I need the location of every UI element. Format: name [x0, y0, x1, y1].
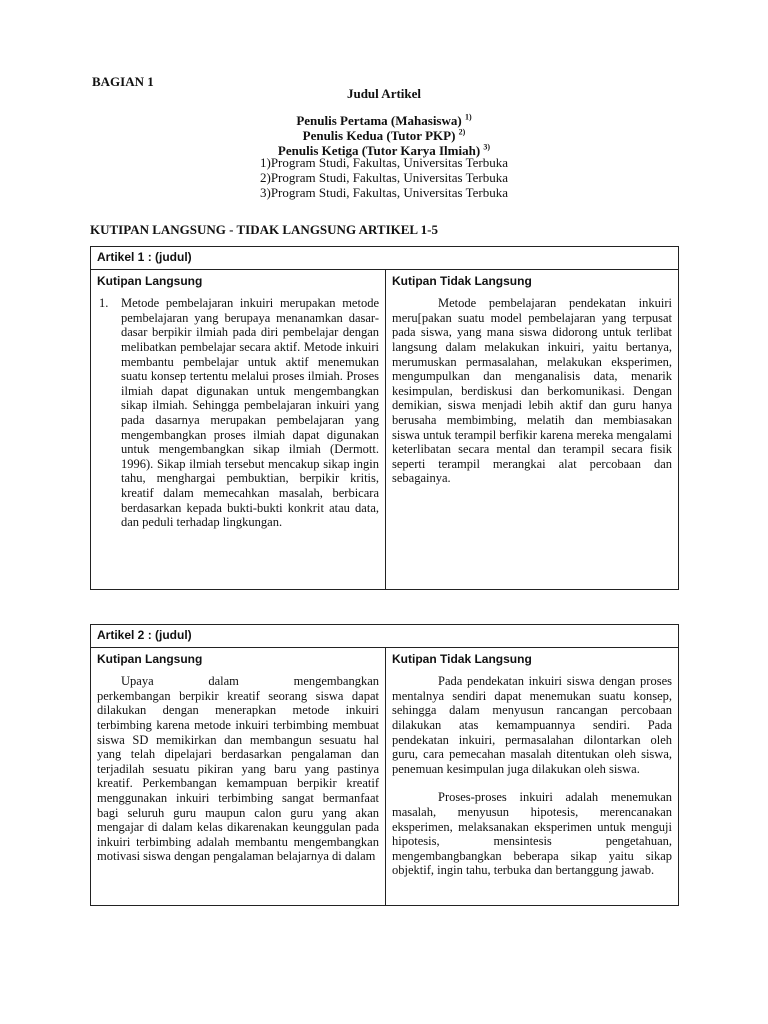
- direct-quote-text: perkembangan berpikir kreatif seorang siswa dapat dilakukan dengan menerapkan metode inkuiri terbimbing karena metode inkuiri terbimbing membuat siswa SD memikirkan dan membangun sesuatu hal yang telah dipelajari berdasarkan pengalaman dan terjadilah sesuatu pikiran yang baru yang pastinya kreatif. Perkembangan kemampuan berpikir kreatif menggunakan inkuiri terbimbing sangat bermanfaat bagi seluruh guru maupun calon guru yang akan mengajar di dalam kelas dikarenakan keunggulan pada inkuiri terbimbing adalah membantu mengembangkan motivasi siswa dengan pengalaman belajarnya di dalam: [97, 688, 379, 864]
- affiliation-1: 1)Program Studi, Fakultas, Universitas Terbuka: [260, 155, 508, 170]
- direct-quote-text: Metode pembelajaran inkuiri merupakan metode pembelajaran yang berupaya menanamkan dasar-dasar berpikir ilmiah pada diri pembelajar dengan melibatkan pembelajar secara aktif. Metode inkuiri membantu pembelajar untuk aktif menemukan suatu konsep tertentu melalui proses ilmiah. Proses ilmiah dapat digunakan untuk mengembangkan sikap ilmiah. Sehingga pembelajaran inkuiri yang pada dasarnya merupakan pembelajaran yang mengembangkan proses ilmiah dapat digunakan untuk mengembangkan sikap ilmiah (Dermott. 1996). Sikap ilmiah tersebut mencakup sikap ingin tahu, menghargai pembuktian, berpikir kritis, kreatif dalam memecahkan masalah, berbicara berdasarkan kepada bukti-bukti konkrit atau data, dan peduli terhadap lingkungan.: [121, 296, 379, 530]
- indirect-quote-paragraph-2: Proses-proses inkuiri adalah menemukan masalah, menyusun hipotesis, merencanakan eksperimen, melaksanakan eksperimen untuk menguji hipotesis, mensintesis pengetahuan, mengembangbangkan beberapa sikap yaitu sikap objektif, ingin tahu, terbuka dan bertanggung jawab.: [392, 790, 672, 878]
- article-2-direct-cell: [91, 647, 386, 905]
- affiliation-2: 2)Program Studi, Fakultas, Universitas Terbuka: [260, 170, 508, 185]
- article-2-title: Artikel 2 : (judul): [91, 625, 679, 648]
- author-2: Penulis Kedua (Tutor PKP) $^{2)}$: [302, 127, 466, 143]
- article-title: Judul Artikel: [346, 86, 422, 101]
- direct-quote-lead: Upaya dalam mengembangkan: [121, 674, 379, 689]
- article-1-title: Artikel 1 : (judul): [91, 247, 679, 270]
- article-1-direct-cell: [91, 269, 386, 589]
- indirect-quote-paragraph-1: Pada pendekatan inkuiri siswa dengan proses mentalnya sendiri dapat menemukan suatu konsep, sehingga dalam menyusun rancangan percobaan dilakukan atas kemampuannya sendiri. Pada pendekatan inkuiri, permasalahan dilontarkan oleh guru, cara pemecahan masalah ditentukan oleh siswa, penemuan kesimpulan juga dilakukan oleh siswa.: [392, 674, 672, 776]
- indirect-quote-header: Kutipan Tidak Langsung: [392, 273, 532, 288]
- article-2-indirect-cell: [386, 647, 679, 905]
- author-1: Penulis Pertama (Mahasiswa) $^{1)}$: [296, 112, 472, 128]
- indirect-quote-header: Kutipan Tidak Langsung: [392, 651, 532, 666]
- direct-quote-header: Kutipan Langsung: [97, 651, 203, 666]
- article-2-table: [90, 624, 679, 906]
- list-number: 1.: [99, 296, 109, 311]
- article-1-table: [90, 246, 679, 590]
- indirect-quote-text: Metode pembelajaran pendekatan inkuiri meru[pakan suatu model pembelajaran yang terpusat pada siswa, yang mana siswa didorong untuk terlibat langsung dalam melakukan inkuiri, yaitu bertanya, merumuskan permasalahan, melakukan eksperimen, mengumpulkan dan menganalisis data, menarik kesimpulan, berdiskusi dan berkomunikasi. Dengan demikian, siswa menjadi lebih aktif dan guru hanya berusaha membimbing, melatih dan membiasakan siswa untuk terampil berfikir karena mereka mengalami keterlibatan secara mental dan terampil secara fisik seperti terampil merangkai alat percobaan dan sebagainya.: [392, 296, 672, 486]
- author-3: Penulis Ketiga (Tutor Karya Ilmiah) $^{3)}$: [277, 142, 491, 158]
- section-title: KUTIPAN LANGSUNG - TIDAK LANGSUNG ARTIKEL 1-5: [90, 222, 438, 237]
- article-1-indirect-cell: [386, 269, 679, 589]
- affiliation-list: [0, 155, 768, 200]
- section-label: BAGIAN 1: [92, 74, 154, 89]
- author-list: [0, 113, 768, 158]
- affiliation-3: 3)Program Studi, Fakultas, Universitas Terbuka: [260, 185, 508, 200]
- direct-quote-header: Kutipan Langsung: [97, 273, 203, 288]
